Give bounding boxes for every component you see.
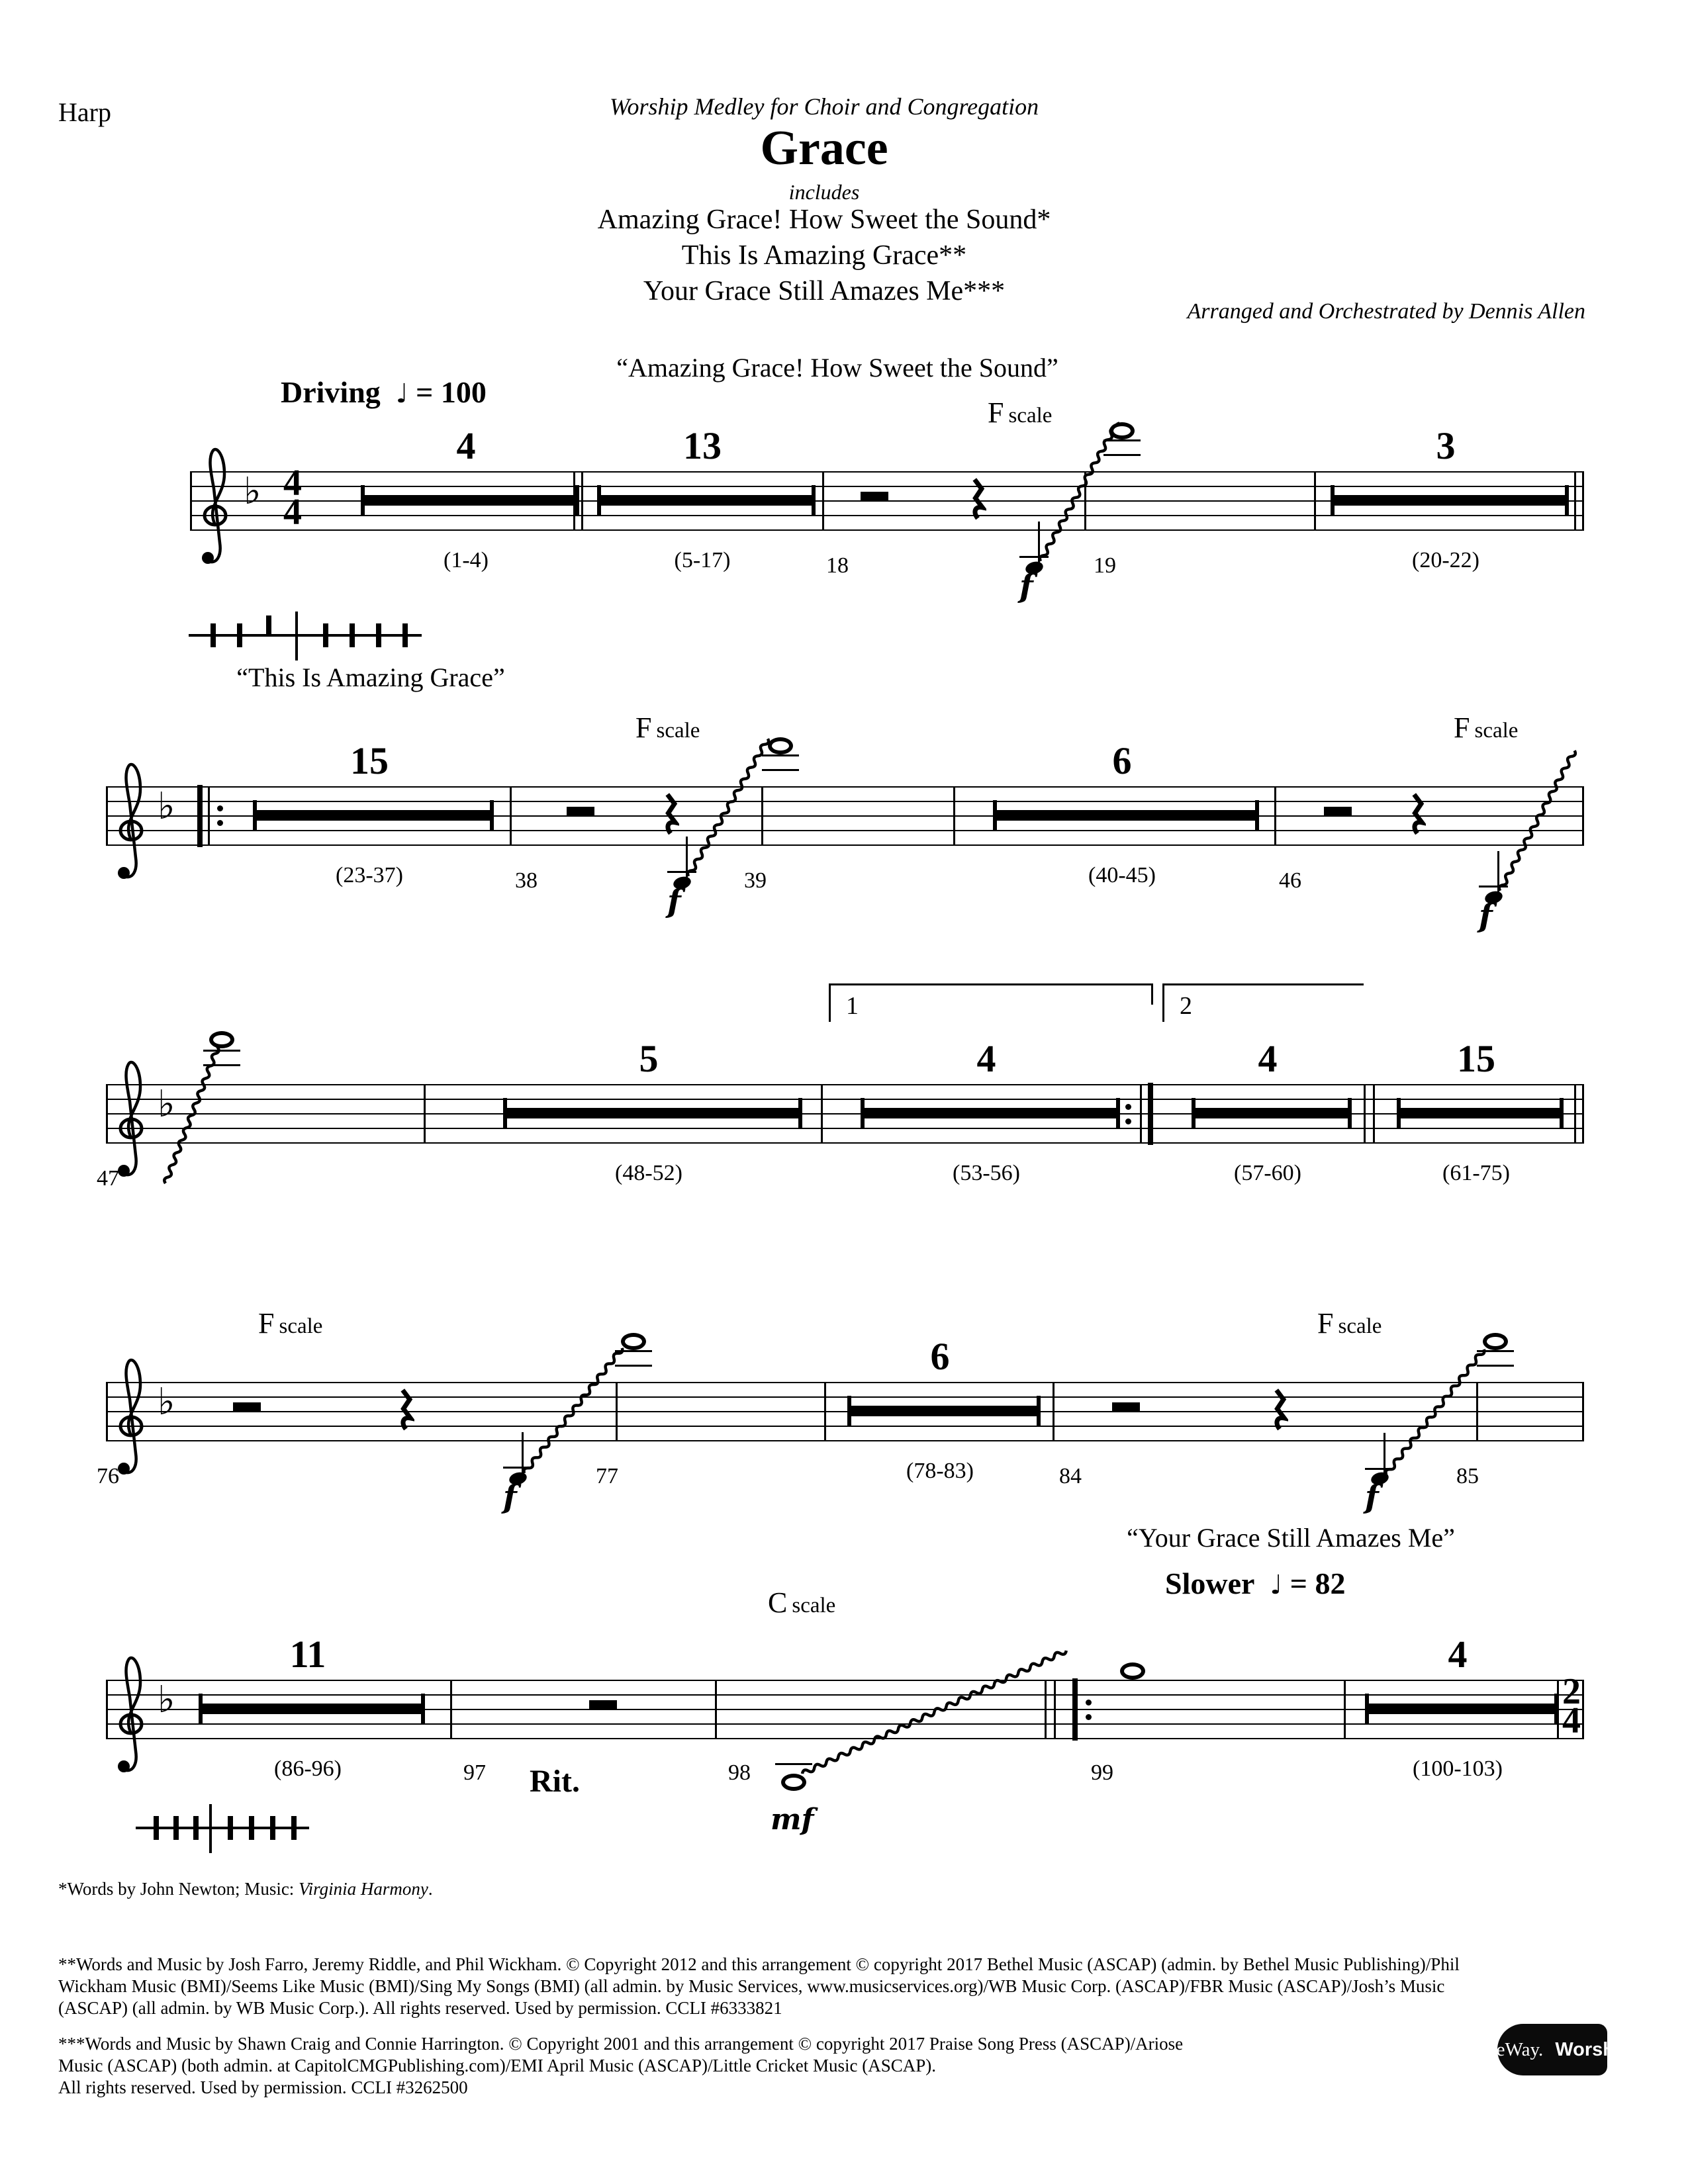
multirest-bar <box>993 800 1259 831</box>
dynamic-f: f <box>1019 568 1033 605</box>
section-header-this-is-amazing-grace: “This Is Amazing Grace” <box>236 662 505 692</box>
ledger-line <box>1477 1365 1514 1367</box>
ledger-line <box>615 1365 652 1367</box>
multirest-count: 4 <box>1448 1633 1468 1676</box>
barline <box>953 786 955 846</box>
time-signature-change-bottom: 4 <box>1562 1700 1581 1741</box>
dynamic-mf: mf <box>771 1803 814 1837</box>
harp-pedal-tick <box>402 623 408 647</box>
harp-pedal-tick <box>154 1816 159 1840</box>
half-rest-icon <box>233 1402 261 1411</box>
barline <box>1084 471 1086 531</box>
barline <box>821 1084 823 1144</box>
harp-pedal-tick <box>270 1816 275 1840</box>
multirest-count: 4 <box>976 1037 996 1080</box>
treble-clef-icon <box>111 1347 154 1480</box>
scale-label-f: F scale <box>1317 1307 1382 1340</box>
multirest-count: 4 <box>456 424 476 467</box>
multirest-range: (100-103) <box>1413 1756 1503 1781</box>
scale-label-f: F scale <box>1454 711 1519 744</box>
repeat-start-barline <box>1072 1678 1078 1741</box>
barline <box>106 786 108 846</box>
barline <box>190 471 192 531</box>
harp-pedal-tick <box>211 623 216 647</box>
barline <box>1054 1680 1056 1739</box>
whole-note-icon <box>768 737 793 754</box>
footnote-2-line-3: (ASCAP) (all admin. by WB Music Corp.). All rights reserved. Used by permission. CCLI #6333821 <box>58 1998 782 2018</box>
barline <box>208 786 210 846</box>
harp-pedal-tick <box>237 623 242 647</box>
barline <box>510 786 512 846</box>
multirest-bar <box>1331 485 1569 516</box>
ledger-line <box>775 1763 812 1765</box>
harp-pedal-tick <box>350 623 355 647</box>
staff-system-4 <box>106 1382 1584 1441</box>
footnote-3 <box>58 2033 1183 2099</box>
barline <box>106 1680 108 1739</box>
barline <box>1140 1084 1142 1144</box>
barline <box>450 1680 452 1739</box>
multirest-bar <box>1365 1694 1558 1724</box>
multirest-range: (40-45) <box>1088 863 1156 887</box>
measure-number: 18 <box>826 553 849 578</box>
barline <box>1582 1382 1584 1441</box>
barline <box>1364 1084 1366 1144</box>
multirest-count: 15 <box>1457 1037 1495 1080</box>
barline <box>1582 471 1584 531</box>
multirest-count: 11 <box>289 1633 326 1676</box>
harp-pedal-tick-flat <box>266 615 271 634</box>
half-rest-icon <box>861 492 888 500</box>
whole-note-icon <box>621 1333 646 1350</box>
whole-note-icon <box>1109 422 1135 439</box>
quarter-rest-icon <box>397 1388 414 1432</box>
whole-note-icon <box>209 1031 234 1048</box>
repeat-dots <box>217 805 223 811</box>
song-title-3: Your Grace Still Amazes Me*** <box>643 276 1006 306</box>
song-title-2: This Is Amazing Grace** <box>681 240 967 271</box>
flat-sign-icon: ♭ <box>244 470 261 513</box>
multirest-count: 5 <box>639 1037 659 1080</box>
half-rest-icon <box>567 807 594 815</box>
flat-sign-icon: ♭ <box>158 1678 175 1721</box>
page-title: Grace <box>760 121 888 175</box>
multirest-bar <box>861 1098 1120 1128</box>
multirest-range: (5-17) <box>674 548 731 572</box>
measure-number: 47 <box>97 1166 119 1191</box>
multirest-bar <box>253 800 494 831</box>
multirest-range: (86-96) <box>274 1756 342 1781</box>
harp-pedal-diagram-line <box>136 1827 309 1829</box>
quarter-rest-icon <box>1409 793 1426 837</box>
quarter-rest-icon <box>662 793 679 837</box>
repeat-dots <box>1086 1700 1092 1706</box>
measure-number: 98 <box>728 1760 751 1785</box>
repeat-dots <box>217 820 223 826</box>
barline <box>824 1382 826 1441</box>
multirest-count: 3 <box>1436 424 1456 467</box>
dynamic-f: f <box>503 1479 517 1516</box>
quarter-rest-icon <box>1271 1388 1288 1432</box>
scale-label-f: F scale <box>635 711 700 744</box>
ledger-line <box>1103 454 1141 456</box>
barline <box>1582 786 1584 846</box>
volta-1-bracket <box>829 983 1153 985</box>
time-signature-change-top: 2 <box>1562 1671 1581 1712</box>
arranger-credit: Arranged and Orchestrated by Dennis Allen <box>1187 299 1585 324</box>
scale-label-f: F scale <box>258 1307 323 1340</box>
volta-2-bracket <box>1162 983 1164 1022</box>
measure-number: 76 <box>97 1464 119 1488</box>
dynamic-f: f <box>667 883 681 920</box>
measure-number: 38 <box>515 868 538 893</box>
measure-number: 85 <box>1456 1464 1479 1488</box>
multirest-count: 6 <box>930 1335 950 1378</box>
measure-number: 99 <box>1091 1760 1113 1785</box>
multirest-count: 6 <box>1112 739 1132 782</box>
barline <box>1582 1680 1584 1739</box>
barline <box>715 1680 717 1739</box>
repeat-dots <box>1125 1118 1131 1124</box>
footnote-3-line-3: All rights reserved. Used by permission. CCLI #3262500 <box>58 2077 468 2097</box>
barline <box>106 1382 108 1441</box>
footnote-3-line-2: Music (ASCAP) (both admin. at CapitolCMGPublishing.com)/EMI April Music (ASCAP)/Little Cricket Music (ASCAP). <box>58 2056 936 2075</box>
harp-pedal-tick <box>228 1816 233 1840</box>
flat-sign-icon: ♭ <box>158 1381 175 1424</box>
barline <box>822 471 824 531</box>
whole-note-icon <box>781 1774 806 1791</box>
volta-number: 1 <box>846 992 859 1020</box>
multirest-range: (78-83) <box>906 1459 974 1483</box>
footnote-2-line-2: Wickham Music (BMI)/Seems Like Music (BMI)/Sing My Songs (BMI) (all admin. by Music Services, www.musicservices.org)/WB Music Corp. (ASCAP)/FBR Music (ASCAP)/Josh’s Music <box>58 1976 1445 1996</box>
ledger-line <box>203 1050 240 1052</box>
harp-pedal-diagram-line <box>189 634 422 637</box>
volta-1-bracket <box>829 983 831 1022</box>
flat-sign-icon: ♭ <box>158 1083 175 1126</box>
tempo-marking-slower: Slower ♩ = 82 <box>1165 1567 1346 1600</box>
ledger-line <box>1103 439 1141 441</box>
treble-clef-icon <box>111 1645 154 1778</box>
barline <box>573 471 575 531</box>
measure-number: 19 <box>1094 553 1116 578</box>
multirest-range: (23-37) <box>336 863 403 887</box>
multirest-count: 13 <box>683 424 722 467</box>
multirest-bar <box>1192 1098 1352 1128</box>
multirest-bar <box>199 1694 425 1724</box>
half-rest-icon <box>589 1700 617 1709</box>
footnote-2-line-1: **Words and Music by Josh Farro, Jeremy Riddle, and Phil Wickham. © Copyright 2012 and this arrangement © copyright 2017 Bethel Music (ASCAP) (admin. by Bethel Music Publishing)/Phil <box>58 1954 1460 1974</box>
harp-pedal-tick <box>249 1816 254 1840</box>
barline <box>1582 1084 1584 1144</box>
staff-system-3 <box>106 1084 1584 1144</box>
multirest-range: (1-4) <box>444 548 489 572</box>
includes-label: includes <box>788 180 860 204</box>
harp-pedal-tick <box>193 1816 199 1840</box>
part-name: Harp <box>58 97 111 127</box>
treble-clef-icon <box>195 437 238 569</box>
barline <box>616 1382 618 1441</box>
tempo-marking-driving: Driving ♩ = 100 <box>281 375 487 409</box>
multirest-bar <box>597 485 816 516</box>
ledger-line <box>762 769 799 771</box>
section-header-your-grace: “Your Grace Still Amazes Me” <box>1127 1523 1455 1553</box>
barline <box>1314 471 1316 531</box>
half-rest-icon <box>1112 1402 1140 1411</box>
quarter-rest-icon <box>969 478 986 522</box>
barline <box>1574 1084 1576 1144</box>
scale-label-c: C scale <box>768 1586 836 1619</box>
multirest-count: 15 <box>350 739 389 782</box>
multirest-count: 4 <box>1258 1037 1278 1080</box>
multirest-range: (53-56) <box>953 1161 1020 1185</box>
logo-division: Worship <box>1555 2038 1632 2060</box>
volta-number: 2 <box>1180 992 1192 1020</box>
multirest-bar <box>1397 1098 1564 1128</box>
multirest-range: (57-60) <box>1234 1161 1301 1185</box>
dynamic-f: f <box>1479 897 1493 934</box>
ledger-line <box>203 1064 240 1066</box>
measure-number: 39 <box>744 868 767 893</box>
song-title-1: Amazing Grace! How Sweet the Sound* <box>597 205 1051 235</box>
harp-pedal-divider <box>209 1804 212 1853</box>
multirest-bar <box>361 485 579 516</box>
repeat-dots <box>1125 1104 1131 1110</box>
repeat-start-barline <box>197 785 203 847</box>
repeat-end-barline <box>1148 1083 1153 1145</box>
treble-clef-icon <box>111 752 154 884</box>
harp-pedal-tick <box>376 623 381 647</box>
footnote-2 <box>58 1954 1460 2019</box>
medley-subtitle: Worship Medley for Choir and Congregation <box>609 93 1039 120</box>
flat-sign-icon: ♭ <box>158 785 175 828</box>
barline <box>761 786 763 846</box>
repeat-dots <box>1086 1714 1092 1720</box>
time-signature-top: 4 <box>283 463 302 504</box>
harp-pedal-tick <box>291 1816 297 1840</box>
rit-marking: Rit. <box>530 1764 580 1799</box>
volta-1-bracket <box>1151 983 1153 1005</box>
measure-number: 46 <box>1279 868 1301 893</box>
volta-2-bracket <box>1162 983 1364 985</box>
harp-pedal-tick <box>173 1816 179 1840</box>
barline <box>424 1084 426 1144</box>
barline <box>1053 1382 1055 1441</box>
barline <box>106 1084 108 1144</box>
time-signature-bottom: 4 <box>283 492 302 533</box>
ledger-line <box>1477 1350 1514 1352</box>
multirest-range: (61-75) <box>1442 1161 1510 1185</box>
multirest-bar <box>503 1098 802 1128</box>
footnote-1: *Words by John Newton; Music: Virginia Harmony. <box>58 1879 433 1899</box>
multirest-range: (48-52) <box>615 1161 682 1185</box>
scale-label-f: F scale <box>988 396 1053 429</box>
measure-number: 77 <box>596 1464 618 1488</box>
lifeway-worship-logo <box>1473 2024 1632 2075</box>
multirest-range: (20-22) <box>1412 548 1479 572</box>
measure-number: 97 <box>463 1760 486 1785</box>
footnote-3-line-1: ***Words and Music by Shawn Craig and Connie Harrington. © Copyright 2001 and this arrangement © copyright 2017 Praise Song Press (ASCAP)/Ariose <box>58 2034 1184 2054</box>
ledger-line <box>615 1350 652 1352</box>
quarter-note-icon: ♩ <box>1270 1570 1283 1600</box>
whole-note-icon <box>1120 1662 1145 1680</box>
barline <box>1476 1382 1478 1441</box>
quarter-note-icon: ♩ <box>395 379 408 409</box>
half-rest-icon <box>1324 807 1352 815</box>
harp-pedal-divider <box>295 612 298 660</box>
dynamic-f: f <box>1365 1479 1379 1516</box>
section-header-amazing-grace: “Amazing Grace! How Sweet the Sound” <box>616 353 1058 383</box>
measure-number: 84 <box>1059 1464 1082 1488</box>
treble-clef-icon <box>111 1050 154 1182</box>
harp-pedal-tick <box>323 623 328 647</box>
logo-brand: LifeWay. <box>1473 2038 1544 2060</box>
barline <box>581 471 583 531</box>
multirest-bar <box>847 1396 1041 1426</box>
whole-note-icon <box>1483 1333 1508 1350</box>
barline <box>1344 1680 1346 1739</box>
barline <box>1045 1680 1047 1739</box>
ledger-line <box>762 754 799 756</box>
barline <box>1274 786 1276 846</box>
barline <box>1373 1084 1375 1144</box>
barline <box>1574 471 1576 531</box>
